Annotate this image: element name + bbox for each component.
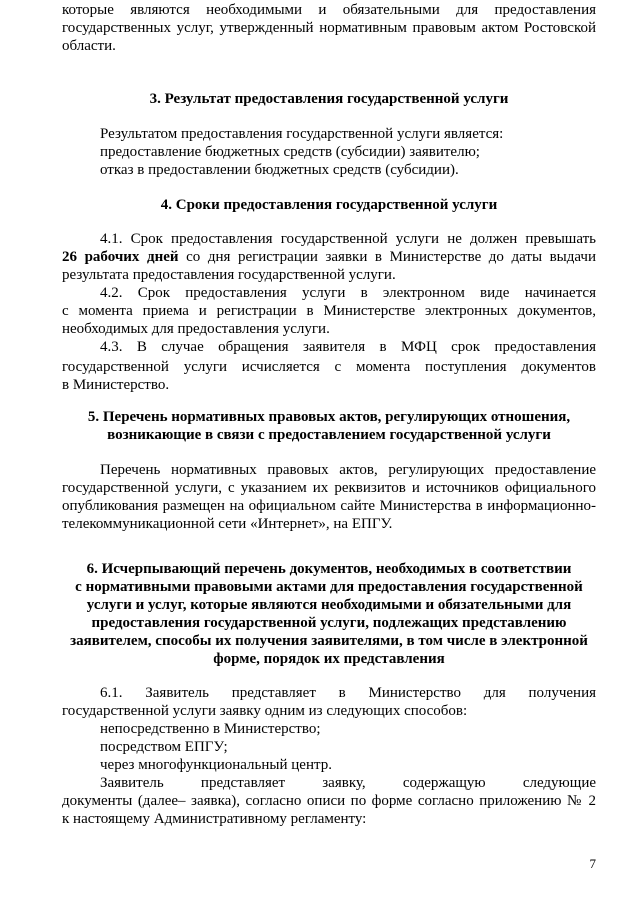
section-6-heading: заявителем, способы их получения заявителями, в том числе в электронной — [70, 633, 588, 649]
section-6-heading: форме, порядок их представления — [213, 651, 445, 667]
section-3-heading: 3. Результат предоставления государственной услуги — [149, 91, 509, 107]
text-line — [62, 249, 596, 266]
text-line: в Министерство. — [62, 377, 170, 393]
list-item: непосредственно в Министерство; — [100, 721, 321, 737]
text-line: государственной услуги, с указанием их реквизитов и источников официального — [62, 480, 596, 496]
section-6-heading: услуги и услуг, которые являются необходимыми и обязательными для — [86, 597, 572, 613]
text-line: опубликования размещен на официальном сайте Министерства в информационно- — [62, 498, 596, 514]
list-item: через многофункциональный центр. — [100, 757, 332, 773]
list-item: посредством ЕПГУ; — [100, 739, 228, 755]
text-line: 6.1. Заявитель представляет в Министерство для получения — [100, 685, 596, 701]
section-6-heading: предоставления государственной услуги, подлежащих представлению — [91, 615, 567, 631]
page-number: 7 — [589, 856, 596, 871]
text-line: 4.2. Срок предоставления услуги в электронном виде начинается — [100, 285, 596, 301]
text-line: результата предоставления государственной услуги. — [62, 267, 396, 283]
section-4-heading: 4. Сроки предоставления государственной услуги — [160, 197, 498, 213]
text-line: государственной услуги заявку одним из следующих способов: — [62, 703, 468, 719]
section-6-heading: с нормативными правовыми актами для предоставления государственной — [75, 579, 583, 595]
section-6-heading: 6. Исчерпывающий перечень документов, необходимых в соответствии — [86, 561, 572, 577]
section-5-heading: возникающие в связи с предоставлением государственной услуги — [107, 427, 551, 443]
section-5-heading: 5. Перечень нормативных правовых актов, регулирующих отношения, — [87, 409, 571, 425]
text-line: Результатом предоставления государственной услуги является: — [100, 126, 504, 142]
text-line: отказ в предоставлении бюджетных средств (субсидии). — [100, 162, 459, 178]
text-line: документы (далее– заявка), согласно описи по форме согласно приложению № 2 — [62, 793, 596, 809]
text-line: 4.1. Срок предоставления государственной услуги не должен превышать — [100, 231, 596, 247]
text-line: к настоящему Административному регламенту: — [62, 811, 367, 827]
text-line: предоставление бюджетных средств (субсидии) заявителю; — [100, 144, 480, 160]
text-line: телекоммуникационной сети «Интернет», на ЕПГУ. — [62, 516, 393, 532]
text-line: которые являются необходимыми и обязательными для предоставления — [62, 2, 596, 18]
text-line: с момента приема и регистрации в Министерстве электронных документов, — [62, 303, 596, 319]
text-span: со дня регистрации заявки в Министерстве до даты выдачи — [178, 249, 597, 265]
text-line: необходимых для предоставления услуги. — [62, 321, 330, 337]
text-line: области. — [62, 38, 116, 54]
text-line: 4.3. В случае обращения заявителя в МФЦ срок предоставления — [100, 339, 596, 355]
text-line: Заявитель представляет заявку, содержащую следующие — [100, 775, 596, 791]
bold-term: 26 рабочих дней — [62, 249, 179, 265]
text-line: государственных услуг, утвержденный нормативным правовым актом Ростовской — [62, 20, 596, 36]
text-line: Перечень нормативных правовых актов, регулирующих предоставление — [100, 462, 596, 478]
text-line: государственной услуги исчисляется с момента поступления документов — [62, 359, 596, 375]
